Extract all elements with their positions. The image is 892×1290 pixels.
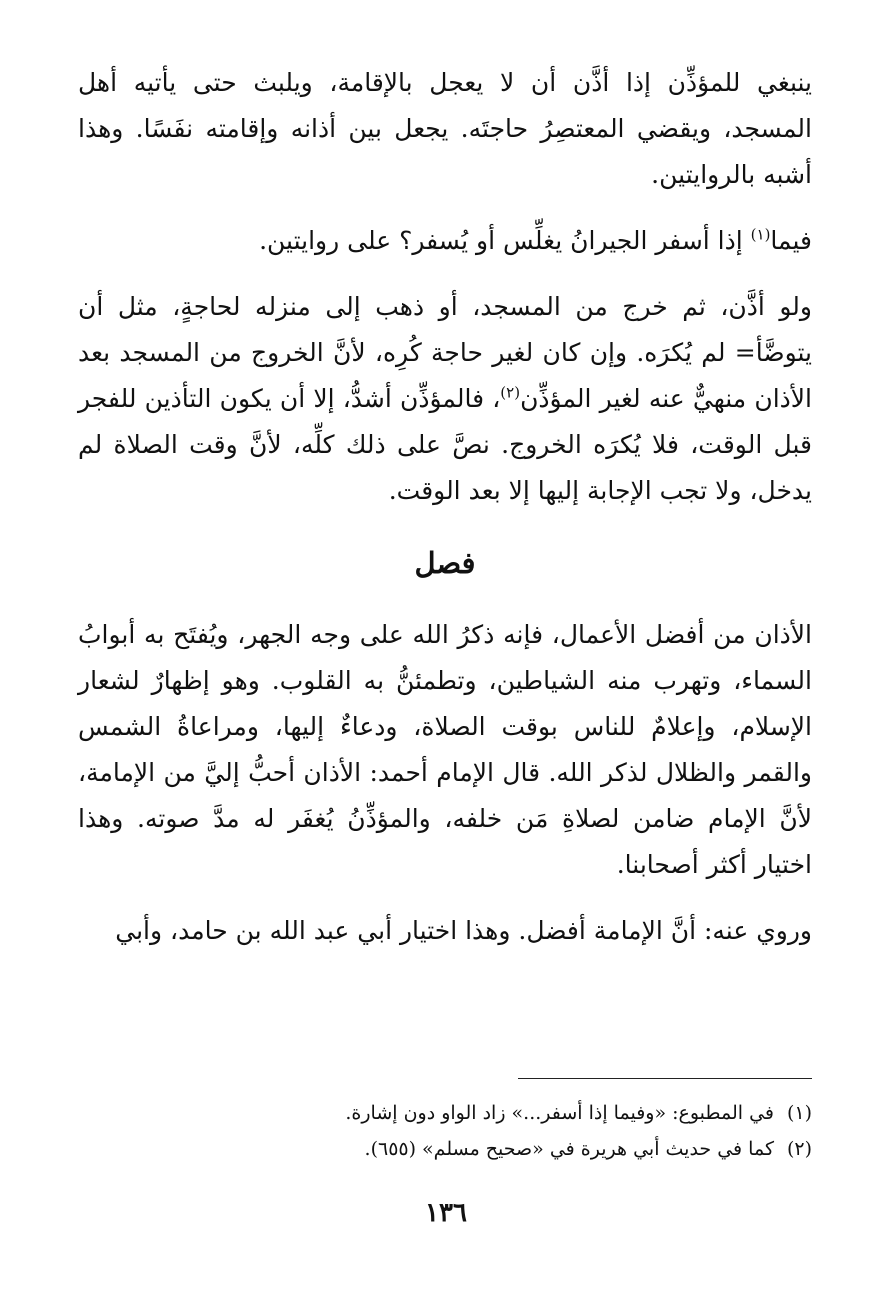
footnote-ref-2[interactable]: (٢) bbox=[500, 383, 521, 402]
paragraph-5 bbox=[78, 908, 812, 954]
paragraph-2-text-start: فيما bbox=[770, 226, 812, 255]
paragraph-3-text-start: ولو أذَّن، ثم خرج من المسجد، أو ذهب إلى منزله لحاجةٍ، مثل أن يتوضَّأ= لم يُكرَه. وإن كان لغير حاجة كُرِه، لأنَّ الخروج من المسجد بعد الأذان منهيٌّ عنه لغير المؤذِّن bbox=[78, 292, 812, 413]
footnote-ref-1[interactable]: (١) bbox=[750, 225, 771, 244]
paragraph-3 bbox=[78, 284, 812, 514]
footnote-2-number: (٢) bbox=[786, 1138, 812, 1160]
footnote-2-text: كما في حديث أبي هريرة في «صحيح مسلم» (٦٥٥). bbox=[364, 1138, 774, 1160]
footnotes bbox=[78, 1095, 812, 1167]
paragraph-3-text-end: ، فالمؤذِّن أشدُّ، إلا أن يكون التأذين للفجر قبل الوقت، فلا يُكرَه الخروج. نصَّ على ذلك كلِّه، لأنَّ وقت الصلاة لم يدخل، ولا تجب الإجابة إليها إلا بعد الوقت. bbox=[78, 384, 812, 505]
paragraph-1-text: ينبغي للمؤذِّن إذا أذَّن أن لا يعجل بالإقامة، ويلبث حتى يأتيه أهل المسجد، ويقضي المعتصِرُ حاجتَه. يجعل بين أذانه وإقامته نفَسًا. وهذا أشبه بالروايتين. bbox=[78, 68, 812, 189]
footnote-1-text: في المطبوع: «وفيما إذا أسفر...» زاد الواو دون إشارة. bbox=[345, 1102, 774, 1124]
paragraph-2 bbox=[78, 218, 812, 264]
footnote-1 bbox=[78, 1095, 812, 1131]
paragraph-2-text-end: إذا أسفر الجيرانُ يغلِّس أو يُسفر؟ على روايتين. bbox=[259, 226, 751, 255]
paragraph-1 bbox=[78, 60, 812, 198]
footnote-1-number: (١) bbox=[786, 1102, 812, 1124]
section-heading: فصل bbox=[414, 546, 476, 580]
page-number: ١٣٦ bbox=[425, 1198, 467, 1228]
footnote-2 bbox=[78, 1131, 812, 1167]
paragraph-4 bbox=[78, 612, 812, 888]
paragraph-4-text: الأذان من أفضل الأعمال، فإنه ذكرُ الله على وجه الجهر، ويُفتَح به أبوابُ السماء، وتهرب منه الشياطين، وتطمئنُّ به القلوب. وهو إظهارٌ لشعار الإسلام، وإعلامٌ للناس بوقت الصلاة، ودعاءٌ إليها، ومراعاةُ الشمس والقمر والظلال لذكر الله. قال الإمام أحمد: الأذان أحبُّ إليَّ من الإمامة، لأنَّ الإمام ضامن لصلاةِ مَن خلفه، والمؤذِّنُ يُغفَر له مدَّ صوته. وهذا اختيار أكثر أصحابنا. bbox=[78, 620, 812, 879]
paragraph-5-text: وروي عنه: أنَّ الإمامة أفضل. وهذا اختيار أبي عبد الله بن حامد، وأبي bbox=[115, 916, 812, 945]
footnote-divider bbox=[518, 1078, 812, 1079]
